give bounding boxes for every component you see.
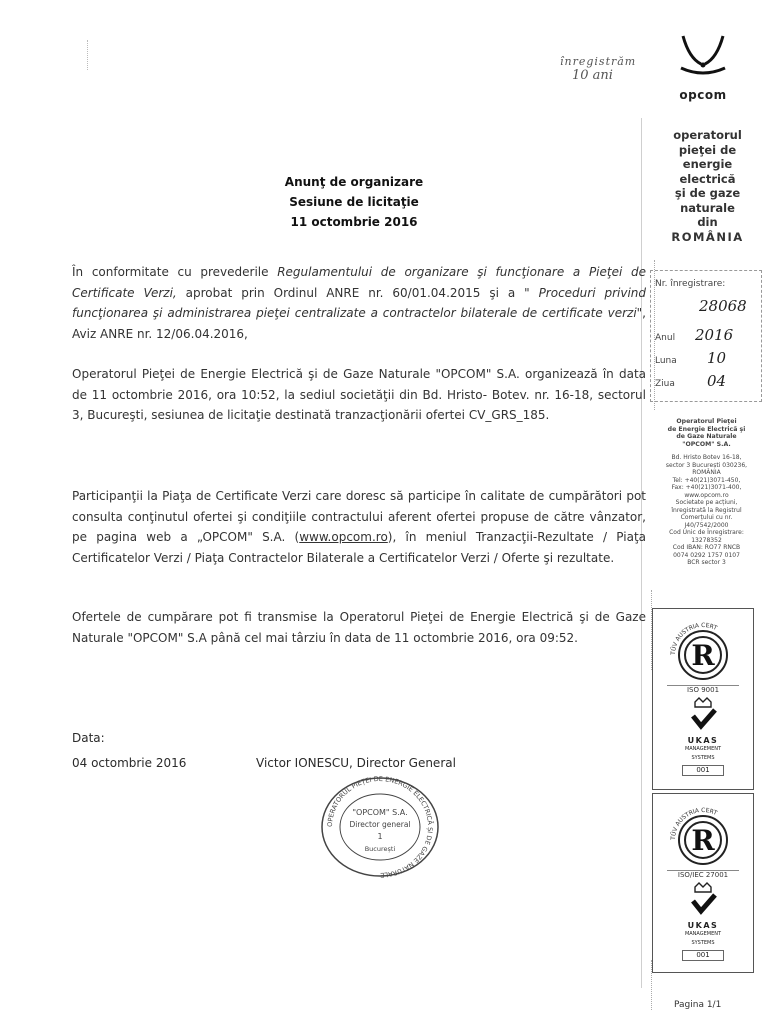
paragraph-legal-basis (72, 262, 646, 344)
company-detail-line: Comerțului cu nr. (680, 514, 733, 521)
text-span: , Aviz ANRE nr. 12/06.04.2016, (72, 306, 646, 341)
sidebar-title (645, 128, 770, 244)
paragraph-offers-deadline (72, 607, 646, 648)
cert-caption: ISO 9001 (667, 685, 739, 694)
company-seal (318, 775, 442, 883)
company-detail-line: Cod Unic de Înregistrare: (669, 529, 744, 536)
company-details (649, 418, 764, 567)
text-span: Operatorul Pieţei de Energie Electrică şi de Gaze Naturale "OPCOM" S.A. organizează în data de 11 octombrie 2016, ora 10:52, la sediul societăţii din Bd. Hristo- Botev. nr. 16-18, sectorul 3, Bucureşti, sesiunea de licitaţie destinată tranzacţionării ofertei CV_GRS_185. (72, 367, 646, 422)
cert-number: 001 (682, 765, 724, 776)
ukas-sub: SYSTEMS (691, 755, 715, 761)
company-head-line: "OPCOM" S.A. (682, 440, 731, 448)
company-head-line: de Energie Electrică şi (667, 425, 746, 433)
title-line: 11 octombrie 2016 (290, 215, 418, 229)
website-link[interactable]: www.opcom.ro (299, 530, 388, 544)
ukas-sub: SYSTEMS (691, 940, 715, 946)
text-span: ), în meniul Tranzacţii-Rezultate / Piaţa Certificatelor Verzi / Piaţa Contractelor Bilaterale a Certificatelor Verzi / Oferte şi rezultate. (72, 530, 646, 565)
text-span: În conformitate cu prevederile (72, 265, 278, 279)
company-detail-line: Tel: +40(21)3071-450, (672, 476, 741, 484)
company-detail-line: sector 3 București 030236, (665, 461, 748, 469)
page-number: Pagina 1/1 (674, 1000, 722, 1010)
company-detail-line: BCR sector 3 (687, 559, 726, 566)
reg-anul-label: Anul (655, 333, 676, 343)
date-value: 04 octombrie 2016 (72, 756, 187, 770)
company-detail-line: Societate pe acțiuni, (675, 499, 738, 506)
seal-line: București (364, 845, 396, 853)
logo-word: opcom (679, 88, 727, 102)
sidebar-title-line: electrică (679, 171, 736, 186)
paragraph-session-details (72, 364, 646, 426)
reg-anul-value: 2016 (695, 326, 734, 344)
text-span: Ofertele de cumpărare pot fi transmise la Operatorul Pieţei de Energie Electrică şi de Gaze Naturale "OPCOM" S.A până cel mai târziu în data de 11 octombrie 2016, ora 09:52. (72, 610, 646, 645)
regulation-title: Regulamentului de organizare şi funcţionare a Pieţei de Certificate Verzi, (72, 265, 646, 300)
company-detail-line: Bd. Hristo Botev 16-18, (671, 454, 742, 461)
company-detail-line: www.opcom.ro (684, 491, 729, 499)
procedure-title: Proceduri privind funcţionarea şi administrarea pieţei centralizate a contractelor bilaterale de certificate verzi" (72, 285, 647, 320)
reg-ziua-label: Ziua (655, 379, 675, 389)
sidebar-title-line: naturale (680, 200, 735, 215)
registration-stamp (560, 55, 636, 83)
text-span: aprobat prin Ordinul ANRE nr. 60/01.04.2015 şi a " (176, 285, 539, 300)
reg-nr-value: 28068 (699, 297, 747, 315)
text-span: Participanţii la Piaţa de Certificate Verzi care doresc să participe în calitate de cumpărători pot consulta conţinutul ofertei şi condiţiile contractului aferent ofertei propuse de către vânzator, pe pagina web a „OPCOM" S.A. ( (72, 489, 646, 544)
company-logo (668, 32, 738, 102)
svg-text:R: R (691, 824, 715, 857)
seal-ring-text: OPERATORUL PIEȚEI DE ENERGIE ELECTRICĂ ȘI DE GAZE NATURALE (325, 775, 435, 879)
opcom-logo-icon (677, 32, 729, 82)
seal-line: "OPCOM" S.A. (352, 808, 408, 817)
certification-badge (652, 608, 754, 790)
title-line: Anunţ de organizare (284, 175, 424, 189)
stamp-line: 10 ani (572, 68, 613, 83)
seal-line: 1 (377, 832, 383, 841)
seal-line: Director general (349, 820, 411, 829)
sidebar-title-line: şi de gaze (674, 186, 741, 200)
company-detail-line: J40/7542/2000 (684, 521, 729, 529)
registration-box (650, 270, 762, 402)
date-label: Data: (72, 731, 105, 745)
stamp-line: înregistrăm (560, 55, 637, 68)
signature-line: Victor IONESCU, Director General (256, 756, 456, 770)
svg-text:R: R (691, 639, 715, 672)
quality-r-icon (653, 794, 753, 870)
ukas-name: UKAS (687, 736, 719, 745)
quality-r-icon (653, 609, 753, 685)
company-detail-line: 13278352 (691, 536, 722, 544)
ukas-name: UKAS (687, 921, 719, 930)
ukas-sub: MANAGEMENT (684, 931, 722, 937)
company-detail-line: Fax: +40(21)3071-400, (671, 484, 742, 491)
title-line: Sesiune de licitaţie (289, 195, 419, 209)
cert-caption: ISO/IEC 27001 (667, 870, 739, 879)
sidebar-title-line: operatorul (673, 128, 742, 142)
reg-nr-label: Nr. înregistrare: (655, 279, 726, 289)
company-detail-line: ROMÂNIA (692, 469, 721, 476)
sidebar-title-line: energie (682, 157, 733, 171)
margin-mark (87, 40, 89, 70)
company-head-line: Operatorul Pieţei (676, 418, 737, 425)
company-detail-line: 0074 0292 1757 0107 (673, 551, 740, 559)
cert-number: 001 (682, 950, 724, 961)
crown-check-icon (683, 879, 723, 919)
certification-badge (652, 793, 754, 973)
cert-arc-text: TÜV AUSTRIA CERT (669, 621, 719, 656)
crown-check-icon (683, 694, 723, 734)
ukas-sub: MANAGEMENT (684, 746, 722, 752)
document-title (254, 172, 454, 232)
reg-ziua-value: 04 (707, 372, 727, 390)
cert-arc-text: TÜV AUSTRIA CERT (669, 806, 719, 841)
round-seal-icon (318, 775, 442, 879)
company-detail-line: Cod IBAN: RO77 RNCB (672, 544, 741, 551)
sidebar-title-line: pieţei de (678, 142, 737, 157)
reg-luna-value: 10 (707, 349, 727, 367)
paragraph-participants (72, 486, 646, 568)
sidebar-title-line: ROMÂNIA (671, 229, 744, 244)
sidebar-title-line: din (697, 215, 718, 229)
company-head-line: de Gaze Naturale (676, 433, 737, 440)
company-detail-line: înregistrată la Registrul (671, 506, 742, 514)
reg-luna-label: Luna (655, 356, 677, 366)
